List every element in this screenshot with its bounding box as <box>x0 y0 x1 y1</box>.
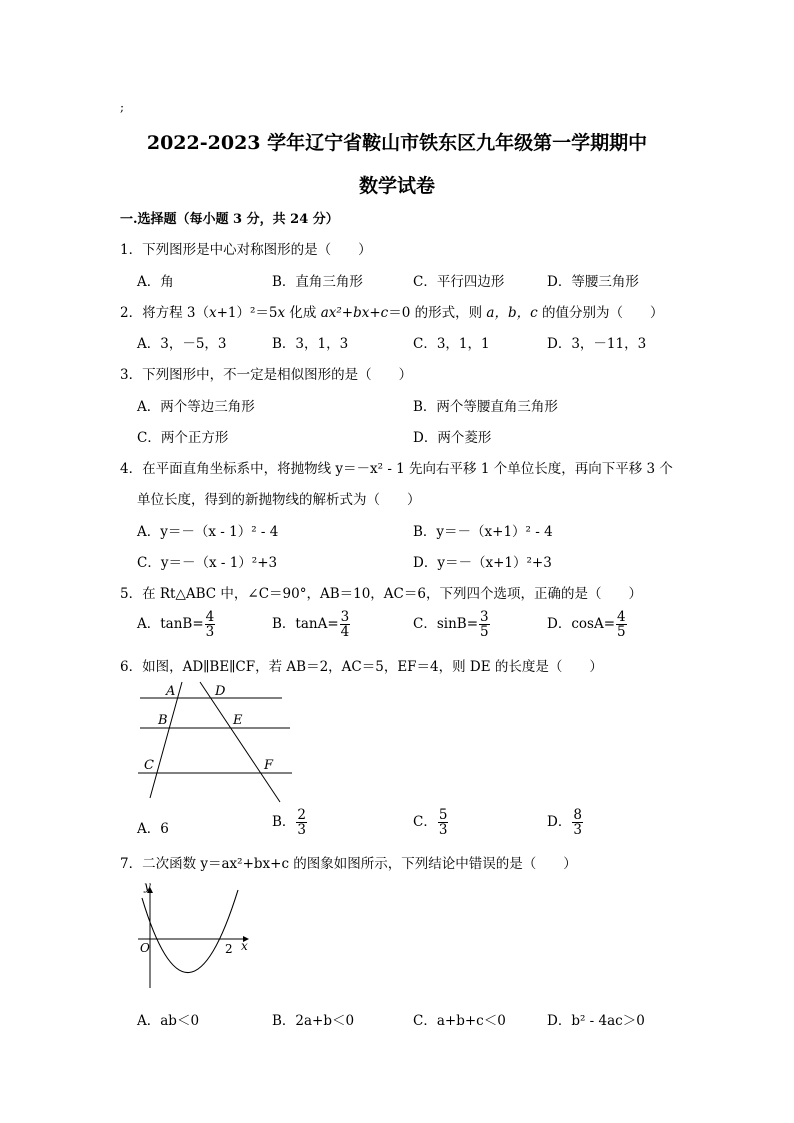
q7-option-a: A．ab＜0 <box>137 1013 200 1029</box>
stray-mark: ; <box>120 100 125 114</box>
q4-option-d: D．y＝－（x+1）²+3 <box>413 555 552 571</box>
q5-option-b: B．tanA= $\frac{3}{4}$ <box>272 609 350 641</box>
q6-option-d: D． $\frac{8}{3}$ <box>547 807 582 839</box>
label-f: F <box>264 758 274 773</box>
label-two: 2 <box>225 942 233 956</box>
q7-option-c: C．a+b+c＜0 <box>413 1013 506 1029</box>
q2-option-d: D．3，－11，3 <box>547 336 647 352</box>
q2-option-b: B．3，1，3 <box>272 336 349 352</box>
label-x: x <box>241 939 248 953</box>
transversal-df <box>200 682 280 802</box>
parabola-figure <box>128 876 258 996</box>
question-7-stem: 7．二次函数 y＝ax²+bx+c 的图象如图所示，下列结论中错误的是（ ） <box>120 856 577 872</box>
label-e: E <box>233 713 243 728</box>
q2-option-a: A．3，－5，3 <box>137 336 227 352</box>
q4-option-c: C．y＝－（x - 1）²+3 <box>137 555 278 571</box>
section-heading: 一.选择题（每小题 3 分，共 24 分） <box>120 212 339 227</box>
q3-option-d: D．两个菱形 <box>413 430 492 446</box>
q7-option-d: D．b² - 4ac＞0 <box>547 1013 645 1029</box>
q4-option-b: B．y＝－（x+1）² - 4 <box>413 524 553 540</box>
question-5-stem: 5．在 Rt△ABC 中，∠C＝90°，AB＝10，AC＝6，下列四个选项，正确的是（ ） <box>120 586 642 602</box>
exam-title-line1: 2022-2023 学年辽宁省鞍山市铁东区九年级第一学期期中 <box>146 132 648 154</box>
parallel-lines-figure <box>130 680 300 810</box>
question-4-stem-line1: 4．在平面直角坐标系中，将抛物线 y＝－x² - 1 先向右平移 1 个单位长度，再向下平移 3 个 <box>120 461 673 477</box>
question-6-stem: 6．如图，AD∥BE∥CF，若 AB＝2，AC＝5，EF＝4，则 DE 的长度是（ ） <box>120 659 603 675</box>
label-origin: O <box>140 941 150 955</box>
q6-option-a: A．6 <box>137 821 169 837</box>
question-3-stem: 3．下列图形中，不一定是相似图形的是（ ） <box>120 367 413 383</box>
q5-option-d: D．cosA= $\frac{4}{5}$ <box>547 609 626 641</box>
q3-option-a: A．两个等边三角形 <box>137 399 255 415</box>
label-d: D <box>215 684 226 699</box>
q3-option-b: B．两个等腰直角三角形 <box>413 399 558 415</box>
question-4-stem-line2: 单位长度，得到的新抛物线的解析式为（ ） <box>137 492 421 508</box>
q1-option-b: B．直角三角形 <box>272 274 363 290</box>
transversal-ac <box>150 682 182 798</box>
q1-option-a: A．角 <box>137 274 174 290</box>
q5-option-a: A．tanB= $\frac{4}{3}$ <box>137 609 215 641</box>
question-1-stem: 1．下列图形是中心对称图形的是（ ） <box>120 242 372 258</box>
parabola-curve <box>142 890 238 973</box>
question-2-stem: 2．将方程 3（x+1）²＝5x 化成 ax²+bx+c＝0 的形式，则 a，b，c 的值分别为（ ） <box>120 305 664 321</box>
q6-option-c: C． $\frac{5}{3}$ <box>413 807 448 839</box>
q5-option-c: C．sinB= $\frac{3}{5}$ <box>413 609 489 641</box>
label-y: y <box>144 879 151 893</box>
label-b: B <box>158 713 168 728</box>
q6-option-b: B． $\frac{2}{3}$ <box>272 807 307 839</box>
q3-option-c: C．两个正方形 <box>137 430 229 446</box>
q1-option-c: C．平行四边形 <box>413 274 505 290</box>
label-a: A <box>166 684 176 699</box>
q2-option-c: C．3，1，1 <box>413 336 490 352</box>
exam-title-line2: 数学试卷 <box>358 175 435 197</box>
q1-option-d: D．等腰三角形 <box>547 274 639 290</box>
q7-option-b: B．2a+b＜0 <box>272 1013 355 1029</box>
q4-option-a: A．y＝－（x - 1）² - 4 <box>137 524 279 540</box>
label-c: C <box>144 758 154 773</box>
